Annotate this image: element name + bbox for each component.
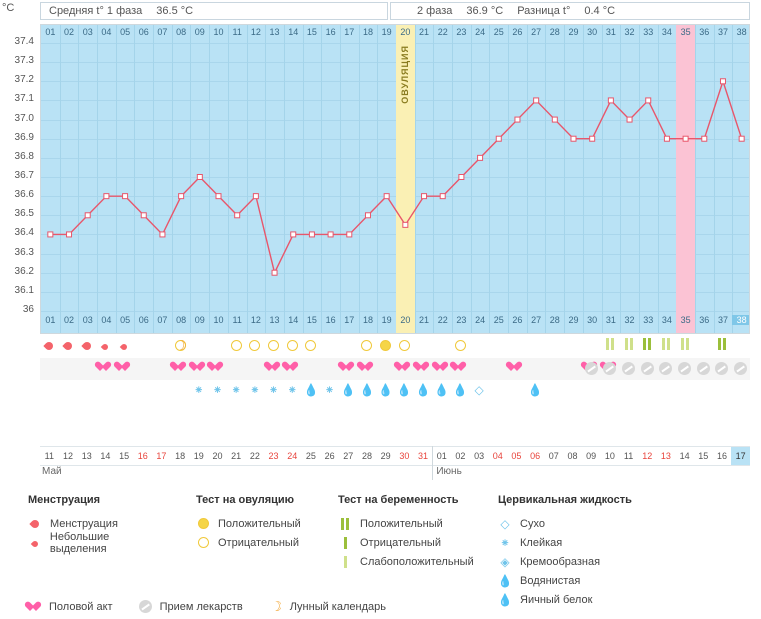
cycle-day-number-bottom[interactable]: 19 (381, 315, 392, 325)
cervical-fluid-marker-sticky[interactable]: ⁕ (231, 383, 242, 397)
date-label[interactable]: 17 (731, 447, 750, 465)
date-label[interactable]: 15 (698, 451, 709, 461)
cycle-day-number-bottom[interactable]: 04 (101, 315, 112, 325)
legend-item-cf-eggwhite (498, 590, 698, 609)
cycle-day-number-bottom[interactable]: 27 (531, 315, 542, 325)
cycle-day-number[interactable]: 20 (400, 27, 411, 37)
cycle-day-number-bottom[interactable]: 28 (549, 315, 560, 325)
moon-marker[interactable] (171, 340, 190, 354)
cycle-day-number-bottom[interactable]: 24 (475, 315, 486, 325)
ovulation-band-label: ОВУЛЯЦИЯ (400, 45, 410, 104)
legend-item-cf-dry (498, 514, 698, 533)
date-label[interactable]: 05 (511, 451, 522, 461)
medication-marker[interactable] (582, 362, 601, 378)
cycle-day-number[interactable]: 03 (82, 27, 93, 37)
intercourse-marker[interactable] (264, 362, 283, 374)
month-label-2: Июнь (436, 466, 462, 477)
date-label[interactable]: 20 (212, 451, 223, 461)
menstruation-marker[interactable] (40, 340, 59, 354)
cycle-day-number[interactable]: 11 (232, 27, 242, 37)
legend-bottom-row (28, 600, 386, 613)
cervical-fluid-marker-eggwhite[interactable]: 💧 (527, 383, 543, 397)
legend-item-spotting (28, 530, 168, 555)
date-label[interactable]: 12 (642, 451, 653, 461)
y-tick-label: 36.5 (14, 208, 34, 220)
ovulation-test-marker[interactable] (283, 340, 302, 354)
ovulation-test-marker[interactable] (264, 340, 283, 354)
date-label[interactable]: 13 (81, 451, 92, 461)
spotting-marker[interactable] (115, 340, 134, 354)
y-tick-label: 36.8 (14, 150, 34, 162)
medication-marker[interactable] (638, 362, 657, 378)
date-label[interactable]: 14 (100, 451, 111, 461)
cycle-day-number[interactable]: 06 (138, 27, 149, 37)
date-label[interactable]: 21 (231, 451, 242, 461)
circle-empty-icon (196, 537, 210, 548)
date-label[interactable]: 16 (716, 451, 727, 461)
cervical-fluid-marker-sticky[interactable]: ⁕ (193, 383, 204, 397)
legend-col-ovulation-test (196, 494, 336, 552)
y-tick-label: 36.9 (14, 131, 34, 143)
intercourse-marker[interactable] (358, 362, 377, 374)
phase2-summary (390, 2, 750, 20)
legend-item-moon (269, 601, 386, 613)
cycle-day-number[interactable]: 04 (101, 27, 112, 37)
cycle-day-number-bottom[interactable]: 20 (400, 315, 411, 325)
cycle-day-number[interactable]: 17 (344, 27, 355, 37)
y-tick-label: 37.4 (14, 36, 34, 47)
cycle-day-number-bottom[interactable]: 34 (661, 315, 672, 325)
legend-label: Отрицательный (360, 536, 441, 549)
cervical-fluid-marker-dry[interactable]: ◇ (474, 383, 484, 397)
date-label[interactable]: 08 (567, 451, 578, 461)
pregnancy-test-marker[interactable] (601, 338, 620, 353)
date-label[interactable]: 11 (623, 451, 634, 461)
ovulation-test-marker[interactable] (395, 340, 414, 354)
cycle-day-number[interactable]: 21 (419, 27, 430, 37)
y-tick-label: 37.0 (14, 112, 34, 124)
cycle-day-number[interactable]: 07 (157, 27, 168, 37)
legend-label: Яичный белок (520, 593, 593, 606)
date-label[interactable]: 24 (287, 451, 298, 461)
legend-item-cf-creamy (498, 552, 698, 571)
legend-item-preg-weak (338, 552, 498, 571)
cycle-day-number-bottom[interactable]: 12 (250, 315, 261, 325)
moon-icon (269, 601, 283, 612)
y-axis-unit: °C (2, 2, 15, 14)
cycle-day-number-bottom[interactable]: 09 (194, 315, 205, 325)
cycle-day-number-bottom[interactable]: 06 (138, 315, 149, 325)
chart-header (0, 0, 761, 22)
date-label[interactable]: 04 (492, 451, 503, 461)
cycle-day-number[interactable]: 25 (493, 27, 504, 37)
cycle-day-number-bottom[interactable]: 22 (437, 315, 448, 325)
drop-red-small-icon (28, 537, 42, 548)
menstruation-marker[interactable] (59, 340, 78, 354)
phase1-summary (40, 2, 388, 20)
intercourse-marker[interactable] (189, 362, 208, 374)
drop-red-icon (28, 518, 42, 529)
cycle-day-number[interactable]: 13 (269, 27, 280, 37)
cycle-day-number[interactable]: 38 (736, 27, 747, 37)
legend-title-pregnancy-test: Тест на беременность (338, 494, 459, 506)
pregnancy-test-marker[interactable] (638, 338, 657, 353)
intercourse-marker[interactable] (283, 362, 302, 374)
date-label[interactable]: 09 (586, 451, 597, 461)
y-axis-labels (0, 24, 38, 336)
date-label[interactable]: 29 (380, 451, 391, 461)
cycle-day-number[interactable]: 28 (549, 27, 560, 37)
intercourse-marker[interactable] (395, 362, 414, 374)
legend-label: Прием лекарств (159, 600, 243, 613)
cervical-fluid-marker-sticky[interactable]: ⁕ (287, 383, 298, 397)
legend-col-cervical-fluid (498, 494, 698, 609)
date-label[interactable]: 10 (604, 451, 615, 461)
cycle-day-number-bottom[interactable]: 36 (699, 315, 710, 325)
symptom-rows (40, 336, 750, 402)
phase2-label: 2 фаза (417, 5, 453, 17)
cycle-day-number[interactable]: 33 (643, 27, 654, 37)
cycle-day-number[interactable]: 01 (45, 27, 56, 37)
phase1-value: 36.5 °C (156, 5, 194, 17)
cycle-day-number[interactable]: 27 (531, 27, 542, 37)
medication-marker[interactable] (731, 362, 750, 378)
bar-negative-icon (338, 537, 352, 549)
cycle-day-number-bottom[interactable]: 01 (45, 315, 56, 325)
legend-title-cervical-fluid: Цервикальная жидкость (498, 494, 632, 506)
legend-item-ovu-positive (196, 514, 336, 533)
pregnancy-test-marker[interactable] (619, 338, 638, 353)
legend-col-menstruation (28, 494, 168, 555)
cervical-fluid-marker-sticky[interactable]: ⁕ (324, 383, 335, 397)
sticky-icon: ⁕ (499, 535, 511, 550)
date-label[interactable]: 18 (175, 451, 186, 461)
cycle-day-number-bottom[interactable]: 16 (325, 315, 336, 325)
cycle-day-number-bottom[interactable]: 05 (120, 315, 131, 325)
ovulation-test-marker[interactable] (246, 340, 265, 354)
cycle-day-number-bottom[interactable]: 32 (624, 315, 635, 325)
watery-icon: 💧 (497, 573, 513, 588)
y-tick-label: 37.2 (14, 74, 34, 86)
date-label[interactable]: 26 (324, 451, 335, 461)
y-tick-label: 36.1 (14, 284, 34, 296)
intercourse-marker[interactable] (115, 362, 134, 374)
date-label[interactable]: 27 (343, 451, 354, 461)
cervical-fluid-marker-eggwhite[interactable]: 💧 (415, 383, 431, 397)
creamy-icon: ◈ (500, 554, 510, 569)
intercourse-marker[interactable] (171, 362, 190, 374)
legend-label: Клейкая (520, 536, 563, 549)
legend-col-pregnancy-test (338, 494, 498, 571)
cycle-day-number[interactable]: 22 (437, 27, 448, 37)
cycle-day-number[interactable]: 31 (605, 27, 616, 37)
cycle-day-number[interactable]: 18 (362, 27, 373, 37)
cycle-day-number-bottom[interactable]: 38 (732, 315, 750, 325)
phase-diff-value: 0.4 °C (584, 5, 616, 17)
cervical-fluid-marker-eggwhite[interactable]: 💧 (434, 383, 450, 397)
date-label[interactable]: 25 (305, 451, 316, 461)
cycle-day-number-bottom[interactable]: 33 (643, 315, 654, 325)
cycle-day-number-bottom[interactable]: 11 (232, 315, 242, 325)
cycle-day-number-bottom[interactable]: 15 (306, 315, 317, 325)
cycle-day-number-bottom[interactable]: 26 (512, 315, 523, 325)
date-label[interactable]: 22 (249, 451, 260, 461)
date-label[interactable]: 13 (660, 451, 671, 461)
cycle-day-number[interactable]: 15 (306, 27, 317, 37)
date-strip[interactable] (40, 446, 750, 466)
cycle-day-number[interactable]: 19 (381, 27, 392, 37)
pregnancy-test-marker[interactable] (657, 338, 676, 353)
phase2-value: 36.9 °C (466, 5, 504, 17)
medication-marker[interactable] (694, 362, 713, 378)
cycle-day-number[interactable]: 09 (194, 27, 205, 37)
intercourse-marker[interactable] (451, 362, 470, 374)
cycle-day-number[interactable]: 30 (587, 27, 598, 37)
legend-label: Лунный календарь (289, 600, 386, 613)
intercourse-marker[interactable] (208, 362, 227, 374)
date-label[interactable]: 11 (44, 451, 54, 461)
cycle-day-number[interactable]: 05 (120, 27, 131, 37)
row-intercourse[interactable] (40, 358, 750, 380)
date-label[interactable]: 14 (679, 451, 690, 461)
ovulation-test-marker[interactable] (358, 340, 377, 354)
cycle-day-number[interactable]: 24 (475, 27, 486, 37)
cycle-day-number[interactable]: 36 (699, 27, 710, 37)
date-label[interactable]: 01 (436, 451, 447, 461)
y-tick-label: 37.1 (14, 93, 34, 105)
date-label[interactable]: 06 (530, 451, 541, 461)
intercourse-marker[interactable] (432, 362, 451, 374)
intercourse-marker[interactable] (339, 362, 358, 374)
phase1-label: Средняя t° 1 фаза (49, 5, 143, 17)
y-tick-label: 36 (22, 304, 34, 315)
cervical-fluid-marker-eggwhite[interactable]: 💧 (452, 383, 468, 397)
legend-label: Положительный (218, 517, 301, 530)
cycle-day-number[interactable]: 08 (176, 27, 187, 37)
date-label[interactable]: 16 (137, 451, 148, 461)
dry-icon: ◇ (500, 516, 510, 531)
ovulation-test-marker[interactable] (227, 340, 246, 354)
cervical-fluid-marker-watery[interactable]: 💧 (303, 383, 319, 397)
cycle-day-number[interactable]: 10 (213, 27, 224, 37)
medication-marker[interactable] (601, 362, 620, 378)
cycle-day-number[interactable]: 16 (325, 27, 336, 37)
cycle-day-number-bottom[interactable]: 23 (456, 315, 467, 325)
cycle-day-number-bottom[interactable]: 37 (717, 315, 728, 325)
menstruation-marker[interactable] (77, 340, 96, 354)
y-tick-label: 36.4 (14, 227, 34, 239)
ovulation-test-marker[interactable] (376, 340, 395, 354)
y-tick-label: 36.2 (14, 265, 34, 277)
cycle-day-number-bottom[interactable]: 30 (587, 315, 598, 325)
date-label[interactable]: 12 (63, 451, 74, 461)
medication-marker[interactable] (657, 362, 676, 378)
legend-item-preg-positive (338, 514, 498, 533)
date-label[interactable]: 03 (474, 451, 485, 461)
cycle-day-number[interactable]: 35 (680, 27, 691, 37)
cycle-day-number-bottom[interactable]: 08 (176, 315, 187, 325)
ovulation-test-marker[interactable] (302, 340, 321, 354)
cycle-day-number-bottom[interactable]: 18 (362, 315, 373, 325)
cervical-fluid-marker-watery[interactable]: 💧 (396, 383, 412, 397)
cycle-day-number-bottom[interactable]: 17 (344, 315, 355, 325)
temperature-chart[interactable] (40, 24, 750, 334)
month-label-1: Май (42, 466, 62, 477)
row-cervical-fluid[interactable] (40, 380, 750, 402)
cycle-day-number[interactable]: 14 (288, 27, 299, 37)
cycle-day-number-bottom[interactable]: 07 (157, 315, 168, 325)
cervical-fluid-marker-sticky[interactable]: ⁕ (268, 383, 279, 397)
date-label[interactable]: 23 (268, 451, 279, 461)
cycle-day-number[interactable]: 32 (624, 27, 635, 37)
cycle-day-number[interactable]: 26 (512, 27, 523, 37)
cycle-day-number[interactable]: 29 (568, 27, 579, 37)
legend-item-preg-negative (338, 533, 498, 552)
legend-label: Менструация (50, 517, 118, 530)
date-label[interactable]: 30 (399, 451, 410, 461)
month-separator (432, 446, 433, 480)
cycle-day-number[interactable]: 12 (250, 27, 261, 37)
cycle-day-number-bottom[interactable]: 03 (82, 315, 93, 325)
date-label[interactable]: 07 (548, 451, 559, 461)
date-label[interactable]: 28 (361, 451, 372, 461)
legend-label: Положительный (360, 517, 443, 530)
y-tick-label: 36.7 (14, 170, 34, 181)
cycle-day-number-bottom[interactable]: 13 (269, 315, 280, 325)
y-tick-label: 36.6 (14, 189, 34, 201)
legend-label: Половой акт (49, 600, 113, 613)
legend-title-menstruation: Менструация (28, 494, 101, 506)
legend-item-ovu-negative (196, 533, 336, 552)
cervical-fluid-marker-sticky[interactable]: ⁕ (212, 383, 223, 397)
legend-item-medication (139, 600, 243, 613)
cycle-day-number-bottom[interactable]: 14 (288, 315, 299, 325)
legend-label: Небольшие выделения (49, 530, 110, 555)
medication-marker[interactable] (619, 362, 638, 378)
cervical-fluid-marker-sticky[interactable]: ⁕ (249, 383, 260, 397)
legend-label: Кремообразная (520, 555, 601, 568)
cycle-day-number[interactable]: 23 (456, 27, 467, 37)
date-label[interactable]: 15 (119, 451, 130, 461)
cycle-day-number-bottom[interactable]: 25 (493, 315, 504, 325)
legend-label: Сухо (520, 517, 545, 530)
legend-label: Отрицательный (218, 536, 299, 549)
bar-weak-icon (338, 556, 352, 568)
heart-icon (28, 602, 42, 611)
phase-diff-label: Разница t° (517, 5, 571, 17)
date-label[interactable]: 19 (193, 451, 204, 461)
eggwhite-icon: 💧 (497, 592, 513, 607)
legend-label: Водянистая (520, 574, 581, 587)
circle-filled-icon (196, 518, 210, 529)
legend-item-intercourse (28, 601, 113, 613)
pill-icon (139, 600, 153, 613)
cervical-fluid-marker-eggwhite[interactable]: 💧 (378, 383, 394, 397)
cycle-day-number-bottom[interactable]: 21 (419, 315, 430, 325)
intercourse-marker[interactable] (96, 362, 115, 374)
temperature-line (41, 25, 750, 334)
legend-item-cf-sticky (498, 533, 698, 552)
intercourse-marker[interactable] (507, 362, 526, 374)
cycle-day-number-bottom[interactable]: 35 (680, 315, 691, 325)
cycle-day-number-bottom[interactable]: 10 (213, 315, 224, 325)
medication-marker[interactable] (675, 362, 694, 378)
cycle-day-number-bottom[interactable]: 31 (605, 315, 616, 325)
spotting-marker[interactable] (96, 340, 115, 354)
pregnancy-test-marker[interactable] (713, 338, 732, 353)
y-tick-label: 37.3 (14, 55, 34, 67)
date-label[interactable]: 31 (418, 451, 429, 461)
cycle-day-number[interactable]: 02 (64, 27, 75, 37)
date-label[interactable]: 17 (156, 451, 167, 461)
bars-positive-icon (338, 518, 352, 530)
y-tick-label: 36.3 (14, 246, 34, 258)
legend-item-cf-watery (498, 571, 698, 590)
ovulation-test-marker[interactable] (451, 340, 470, 354)
cycle-day-number-bottom[interactable]: 29 (568, 315, 579, 325)
pregnancy-test-marker[interactable] (675, 338, 694, 353)
cycle-day-number[interactable]: 34 (661, 27, 672, 37)
cycle-day-number-bottom[interactable]: 02 (64, 315, 75, 325)
legend-label: Слабоположительный (360, 555, 474, 568)
legend-title-ovulation-test: Тест на овуляцию (196, 494, 295, 506)
intercourse-marker[interactable] (414, 362, 433, 374)
medication-marker[interactable] (713, 362, 732, 378)
cycle-day-number[interactable]: 37 (717, 27, 728, 37)
cervical-fluid-marker-eggwhite[interactable]: 💧 (340, 383, 356, 397)
cervical-fluid-marker-eggwhite[interactable]: 💧 (359, 383, 375, 397)
date-label[interactable]: 02 (455, 451, 466, 461)
